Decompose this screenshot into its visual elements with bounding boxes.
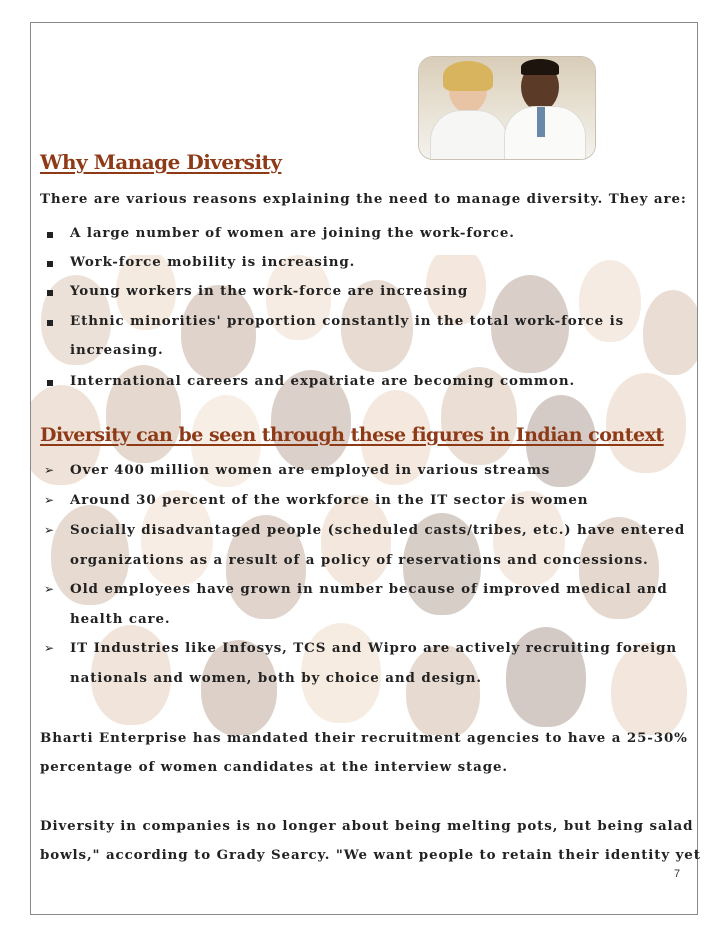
doctors-photo: [419, 57, 595, 159]
list-item: Work-force mobility is increasing.: [70, 254, 356, 270]
paragraph-line: Diversity in companies is no longer about being melting pots, but being salad: [40, 818, 694, 834]
section-title-indian-context: Diversity can be seen through these figures in Indian context: [40, 424, 664, 446]
paragraph-line: Bharti Enterprise has mandated their recruitment agencies to have a 25-30%: [40, 730, 688, 746]
square-bullet-icon: [47, 290, 53, 296]
list-item: Socially disadvantaged people (scheduled casts/tribes, etc.) have entered: [70, 522, 686, 538]
list-item: IT Industries like Infosys, TCS and Wipro are actively recruiting foreign: [70, 640, 678, 656]
square-bullet-icon: [47, 232, 53, 238]
list-item-continuation: organizations as a result of a policy of reservations and concessions.: [70, 552, 649, 568]
list-item: Young workers in the work-force are increasing: [70, 283, 469, 299]
section-title-why-manage-diversity: Why Manage Diversity: [40, 150, 282, 174]
square-bullet-icon: [47, 320, 53, 326]
list-item: Around 30 percent of the workforce in the IT sector is women: [70, 492, 589, 508]
section1-intro: There are various reasons explaining the need to manage diversity. They are:: [40, 191, 687, 207]
paragraph-line: bowls," according to Grady Searcy. "We want people to retain their identity yet: [40, 847, 701, 863]
list-item-continuation: nationals and women, both by choice and design.: [70, 670, 482, 686]
square-bullet-icon: [47, 261, 53, 267]
arrow-bullet-icon: ➢: [44, 493, 55, 507]
list-item: Ethnic minorities' proportion constantly in the total work-force is: [70, 313, 625, 329]
list-item: International careers and expatriate are becoming common.: [70, 373, 576, 389]
list-item: Over 400 million women are employed in various streams: [70, 462, 551, 478]
arrow-bullet-icon: ➢: [44, 463, 55, 477]
arrow-bullet-icon: ➢: [44, 582, 55, 596]
list-item-continuation: health care.: [70, 611, 171, 627]
page-number: 7: [674, 868, 681, 880]
arrow-bullet-icon: ➢: [44, 641, 55, 655]
arrow-bullet-icon: ➢: [44, 523, 55, 537]
square-bullet-icon: [47, 380, 53, 386]
list-item-continuation: increasing.: [70, 342, 164, 358]
list-item: Old employees have grown in number because of improved medical and: [70, 581, 668, 597]
paragraph-line: percentage of women candidates at the interview stage.: [40, 759, 508, 775]
list-item: A large number of women are joining the work-force.: [70, 225, 515, 241]
